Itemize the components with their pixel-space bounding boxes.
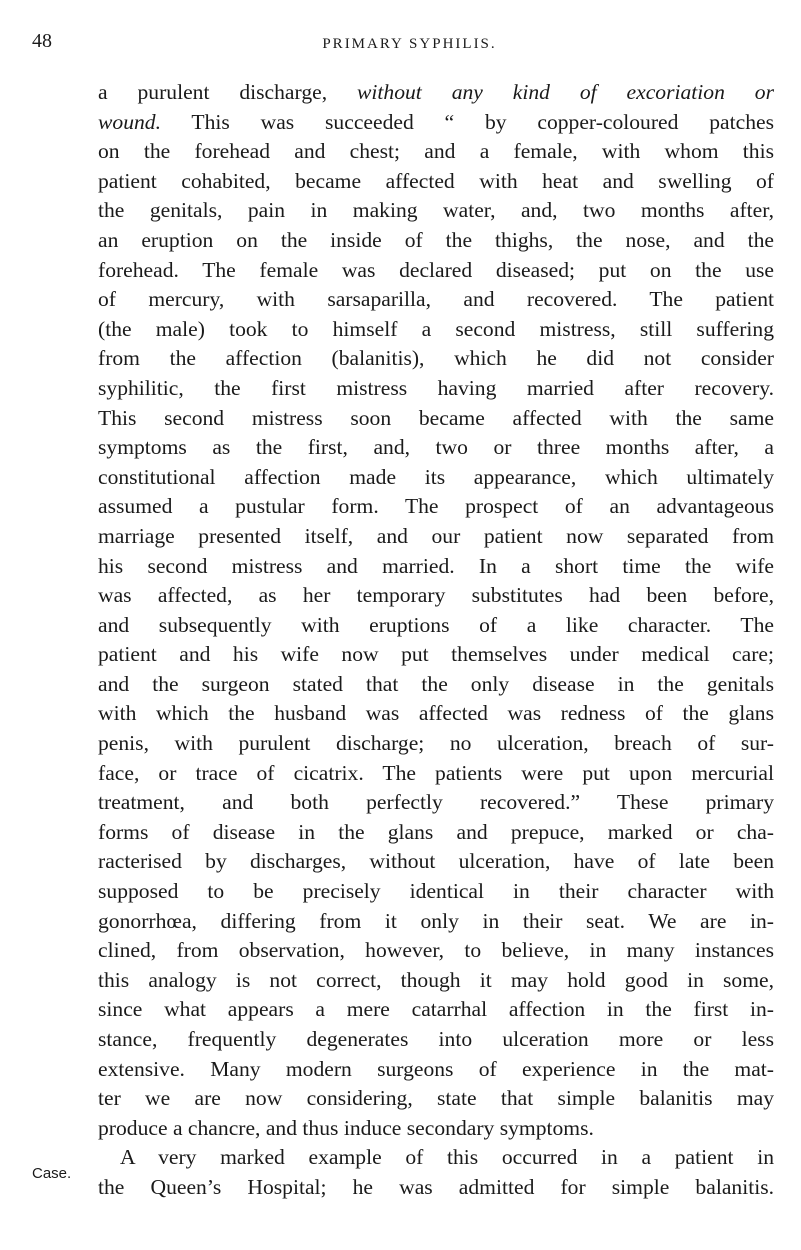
text-line: the genitals, pain in making water, and, two months after,	[98, 198, 774, 223]
text-line: assumed a pustular form. The prospect of an advantageous	[98, 494, 774, 519]
text-line: extensive. Many modern surgeons of experience in the mat-	[98, 1056, 774, 1081]
text-line: the Queen’s Hospital; he was admitted for simple balanitis.	[98, 1174, 774, 1199]
text-line: symptoms as the first, and, two or three months after, a	[98, 435, 774, 460]
body-text	[98, 78, 774, 1203]
text-line: a purulent discharge, without any kind of excoriation or	[98, 80, 774, 104]
text-line: (the male) took to himself a second mistress, still suffering	[98, 316, 774, 341]
text-line: face, or trace of cicatrix. The patients were put upon mercurial	[98, 760, 774, 785]
text-line: was affected, as her temporary substitutes had been before,	[98, 583, 774, 608]
text-line: clined, from observation, however, to believe, in many instances	[98, 938, 774, 963]
text-line: syphilitic, the first mistress having married after recovery.	[98, 375, 774, 400]
text-line: from the affection (balanitis), which he did not consider	[98, 346, 774, 371]
margin-note-case: Case.	[32, 1165, 72, 1182]
text-line: since what appears a mere catarrhal affection in the first in-	[98, 997, 774, 1022]
text-line: this analogy is not correct, though it may hold good in some,	[98, 967, 774, 992]
text-line: produce a chancre, and thus induce secondary symptoms.	[98, 1115, 594, 1140]
text-line: marriage presented itself, and our patient now separated from	[98, 523, 774, 548]
text-line: and the surgeon stated that the only disease in the genitals	[98, 671, 774, 696]
text-line: his second mistress and married. In a short time the wife	[98, 553, 774, 578]
text-line: stance, frequently degenerates into ulceration more or less	[98, 1027, 774, 1051]
text-line: A very marked example of this occurred in a patient in	[120, 1145, 774, 1170]
text-line: This second mistress soon became affected with the same	[98, 405, 774, 430]
text-line: with which the husband was affected was redness of the glans	[98, 701, 774, 726]
text-line: treatment, and both perfectly recovered.” These primary	[98, 790, 774, 815]
running-title: PRIMARY SYPHILIS.	[322, 36, 497, 52]
text-line: supposed to be precisely identical in their character with	[98, 879, 774, 904]
text-line: on the forehead and chest; and a female, with whom this	[98, 139, 774, 164]
text-line: ter we are now considering, state that simple balanitis may	[98, 1086, 774, 1111]
text-line: patient and his wife now put themselves under medical care;	[98, 642, 774, 667]
text-line: gonorrhœa, differing from it only in their seat. We are in-	[98, 908, 774, 933]
text-line: of mercury, with sarsaparilla, and recovered. The patient	[98, 287, 774, 312]
text-line: penis, with purulent discharge; no ulceration, breach of sur-	[98, 731, 774, 756]
text-line: racterised by discharges, without ulceration, have of late been	[98, 849, 774, 874]
text-line: forehead. The female was declared diseased; put on the use	[98, 257, 774, 282]
page-number: 48	[32, 30, 52, 52]
text-line: and subsequently with eruptions of a like character. The	[98, 612, 774, 637]
text-line: forms of disease in the glans and prepuce, marked or cha-	[98, 819, 774, 844]
text-line: constitutional affection made its appearance, which ultimately	[98, 464, 774, 489]
text-line: an eruption on the inside of the thighs, the nose, and the	[98, 227, 774, 252]
text-line: wound. This was succeeded “ by copper-coloured patches	[98, 109, 774, 134]
text-line: patient cohabited, became affected with heat and swelling of	[98, 168, 774, 193]
